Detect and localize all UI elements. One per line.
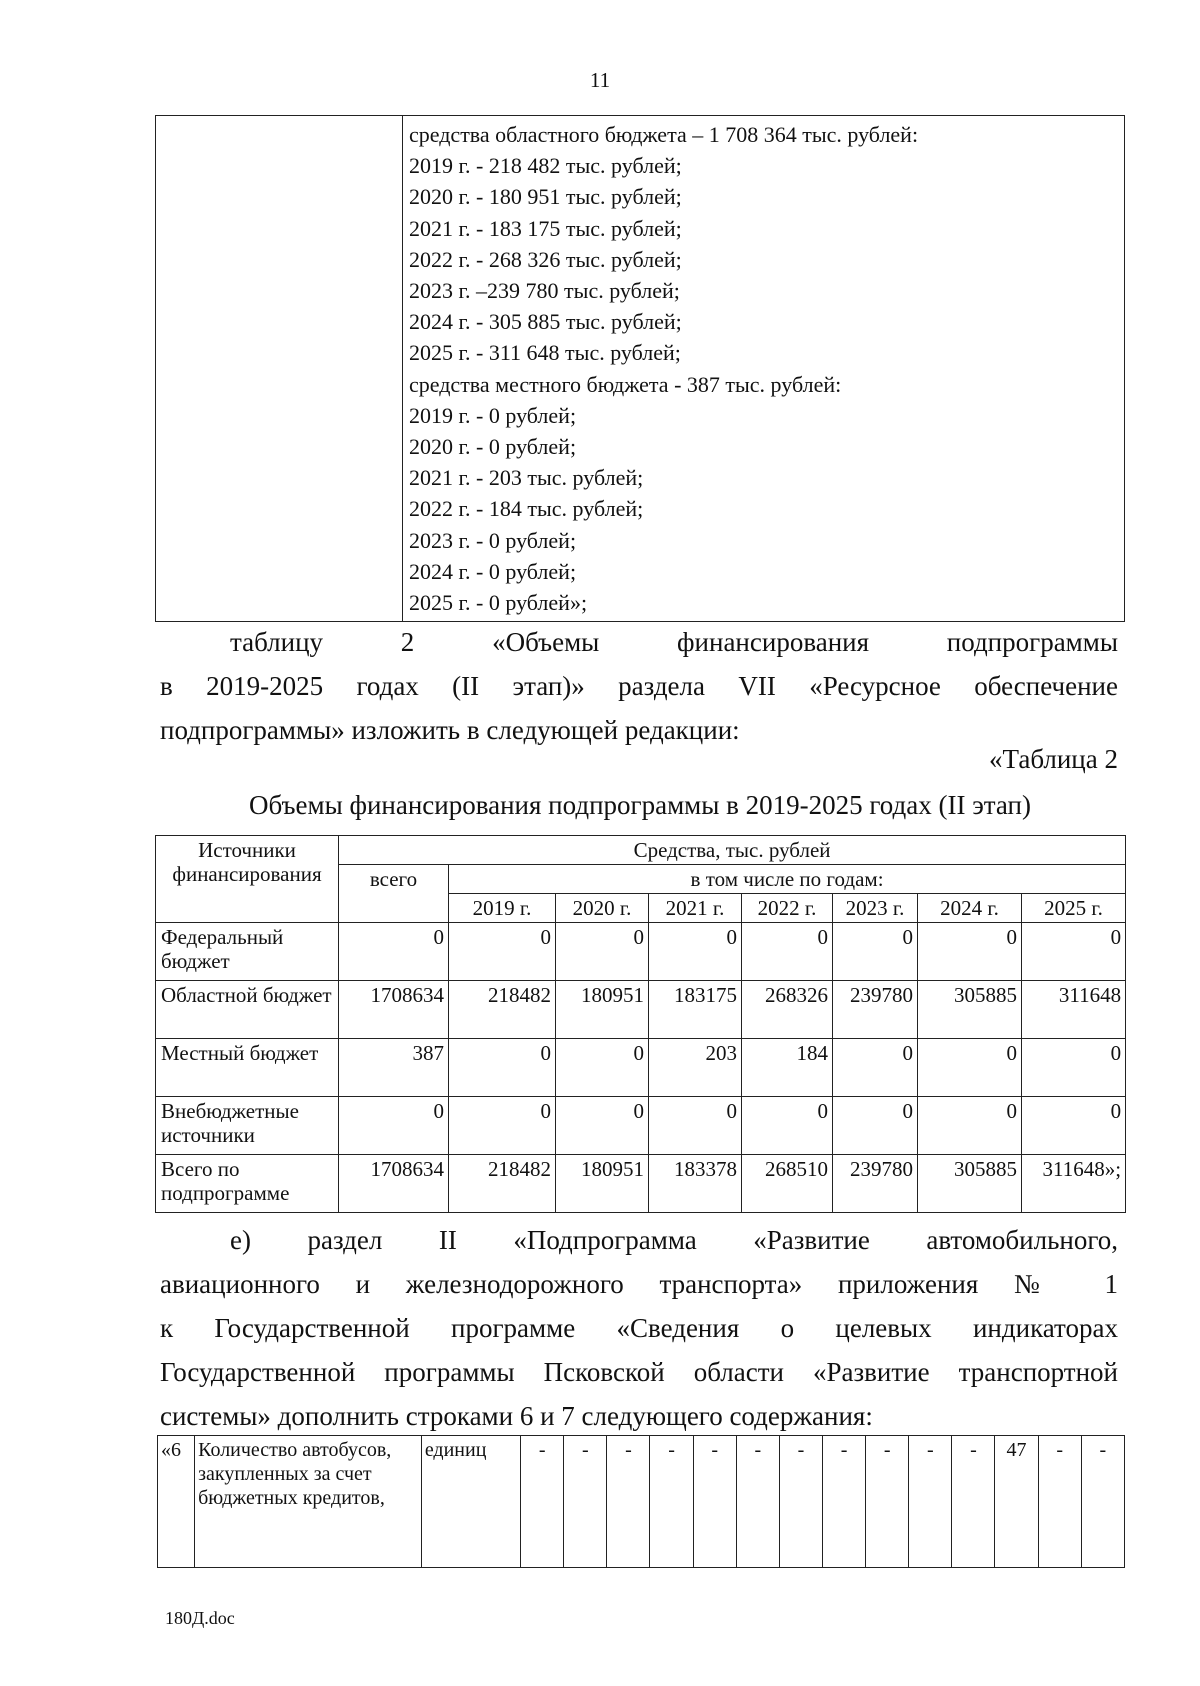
value-cell: 0 (556, 1039, 649, 1097)
detail-line: 2025 г. - 0 рублей»; (409, 590, 588, 616)
value-cell: 268326 (742, 981, 833, 1039)
value-cell: 180951 (556, 1155, 649, 1213)
value-cell: 0 (1022, 1097, 1126, 1155)
table-label: «Таблица 2 (989, 744, 1118, 774)
value-cell: 305885 (918, 1155, 1022, 1213)
source-cell: Местный бюджет (156, 1039, 339, 1097)
value-cell: 311648»; (1022, 1155, 1126, 1213)
value-cell: 180951 (556, 981, 649, 1039)
document-filename: 180Д.doc (165, 1608, 235, 1628)
financing-details-cell (403, 116, 1125, 622)
indicator-value: - (779, 1436, 822, 1568)
paragraph-line: Государственной программы Псковской области «Развитие транспортной (160, 1357, 1118, 1387)
value-cell: 0 (1022, 1039, 1126, 1097)
value-cell: 0 (649, 923, 742, 981)
detail-line: 2020 г. - 180 951 тыс. рублей; (409, 184, 682, 210)
paragraph-line: к Государственной программе «Сведения о целевых индикаторах (160, 1313, 1118, 1343)
financing-table (155, 835, 1126, 1213)
value-cell: 311648 (1022, 981, 1126, 1039)
value-cell: 1708634 (339, 1155, 449, 1213)
indicator-value: - (607, 1436, 650, 1568)
value-cell: 0 (556, 923, 649, 981)
table-row (156, 981, 1126, 1039)
value-cell: 0 (449, 923, 556, 981)
detail-line: 2021 г. - 183 175 тыс. рублей; (409, 215, 682, 241)
year-header: 2023 г. (833, 894, 918, 923)
detail-line: средства местного бюджета - 387 тыс. рублей: (409, 371, 842, 397)
value-cell: 184 (742, 1039, 833, 1097)
value-cell: 0 (339, 923, 449, 981)
value-cell: 0 (742, 1097, 833, 1155)
total-header: всего (339, 865, 449, 923)
value-cell: 0 (918, 1039, 1022, 1097)
detail-line: средства областного бюджета – 1 708 364 тыс. рублей: (409, 122, 919, 147)
indicator-value: - (521, 1436, 564, 1568)
paragraph-line: подпрограммы» изложить в следующей редакции: (160, 715, 740, 745)
year-header: 2024 г. (918, 894, 1022, 923)
table-row (156, 1097, 1126, 1155)
value-cell: 0 (339, 1097, 449, 1155)
value-cell: 0 (1022, 923, 1126, 981)
value-cell: 183175 (649, 981, 742, 1039)
year-header: 2022 г. (742, 894, 833, 923)
value-cell: 0 (833, 1097, 918, 1155)
year-header: 2020 г. (556, 894, 649, 923)
value-cell: 305885 (918, 981, 1022, 1039)
paragraph-line: таблицу 2 «Объемы финансирования подпрограммы (230, 627, 1118, 657)
continuation-table (155, 115, 1125, 622)
paragraph-table-replacement (160, 620, 1118, 752)
value-cell: 203 (649, 1039, 742, 1097)
value-cell: 239780 (833, 1155, 918, 1213)
indicator-value: - (952, 1436, 995, 1568)
source-cell: Областной бюджет (156, 981, 339, 1039)
table-row (158, 1436, 1125, 1568)
detail-line: 2024 г. - 0 рублей; (409, 558, 577, 584)
paragraph-line: е) раздел II «Подпрограмма «Развитие автомобильного, (230, 1225, 1118, 1255)
indicator-value: - (866, 1436, 909, 1568)
detail-line: 2023 г. –239 780 тыс. рублей; (409, 278, 680, 304)
value-cell: 218482 (449, 1155, 556, 1213)
indicator-value: - (909, 1436, 952, 1568)
source-cell: Всего по подпрограмме (156, 1155, 339, 1213)
indicator-value: - (564, 1436, 607, 1568)
value-cell: 239780 (833, 981, 918, 1039)
value-cell: 0 (918, 1097, 1022, 1155)
value-cell: 0 (449, 1039, 556, 1097)
table-row (156, 923, 1126, 981)
paragraph-section-e (160, 1218, 1118, 1438)
detail-line: 2020 г. - 0 рублей; (409, 434, 577, 460)
table-row (156, 1155, 1126, 1213)
source-cell: Федеральный бюджет (156, 923, 339, 981)
indicator-value: 47 (995, 1436, 1038, 1568)
funds-header: Средства, тыс. рублей (339, 836, 1126, 865)
detail-line: 2022 г. - 268 326 тыс. рублей; (409, 246, 682, 272)
source-cell: Внебюджетные источники (156, 1097, 339, 1155)
row-number: «6 (158, 1436, 195, 1568)
year-header: 2021 г. (649, 894, 742, 923)
indicator-value: - (736, 1436, 779, 1568)
detail-line: 2019 г. - 218 482 тыс. рублей; (409, 153, 682, 179)
indicator-name: Количество автобусов, закупленных за счет бюджетных кредитов, (195, 1436, 422, 1568)
year-header: 2025 г. (1022, 894, 1126, 923)
year-header: 2019 г. (449, 894, 556, 923)
value-cell: 0 (918, 923, 1022, 981)
value-cell: 183378 (649, 1155, 742, 1213)
detail-line: 2022 г. - 184 тыс. рублей; (409, 496, 644, 522)
paragraph-line: авиационного и железнодорожного транспорта» приложения № 1 (160, 1269, 1118, 1299)
by-year-header: в том числе по годам: (449, 865, 1126, 894)
detail-line: 2019 г. - 0 рублей; (409, 402, 577, 428)
empty-left-cell (156, 116, 403, 622)
page-number: 11 (589, 68, 611, 92)
value-cell: 0 (833, 923, 918, 981)
value-cell: 0 (742, 923, 833, 981)
table-row (156, 1039, 1126, 1097)
detail-line: 2025 г. - 311 648 тыс. рублей; (409, 340, 681, 366)
value-cell: 218482 (449, 981, 556, 1039)
detail-line: 2021 г. - 203 тыс. рублей; (409, 465, 644, 491)
indicator-unit: единиц (421, 1436, 520, 1568)
detail-line: 2023 г. - 0 рублей; (409, 527, 577, 553)
indicator-table (157, 1435, 1125, 1568)
value-cell: 268510 (742, 1155, 833, 1213)
paragraph-line: системы» дополнить строками 6 и 7 следующего содержания: (160, 1401, 873, 1431)
value-cell: 0 (833, 1039, 918, 1097)
indicator-value: - (822, 1436, 865, 1568)
table-title: Объемы финансирования подпрограммы в 2019-2025 годах (II этап) (248, 790, 1031, 820)
indicator-value: - (693, 1436, 736, 1568)
sources-header: Источники финансирования (156, 836, 339, 923)
value-cell: 387 (339, 1039, 449, 1097)
detail-line: 2024 г. - 305 885 тыс. рублей; (409, 309, 682, 335)
indicator-value: - (1081, 1436, 1124, 1568)
indicator-value: - (1038, 1436, 1081, 1568)
value-cell: 0 (449, 1097, 556, 1155)
value-cell: 0 (556, 1097, 649, 1155)
value-cell: 0 (649, 1097, 742, 1155)
paragraph-line: в 2019-2025 годах (II этап)» раздела VII «Ресурсное обеспечение (160, 671, 1118, 701)
indicator-value: - (650, 1436, 693, 1568)
value-cell: 1708634 (339, 981, 449, 1039)
